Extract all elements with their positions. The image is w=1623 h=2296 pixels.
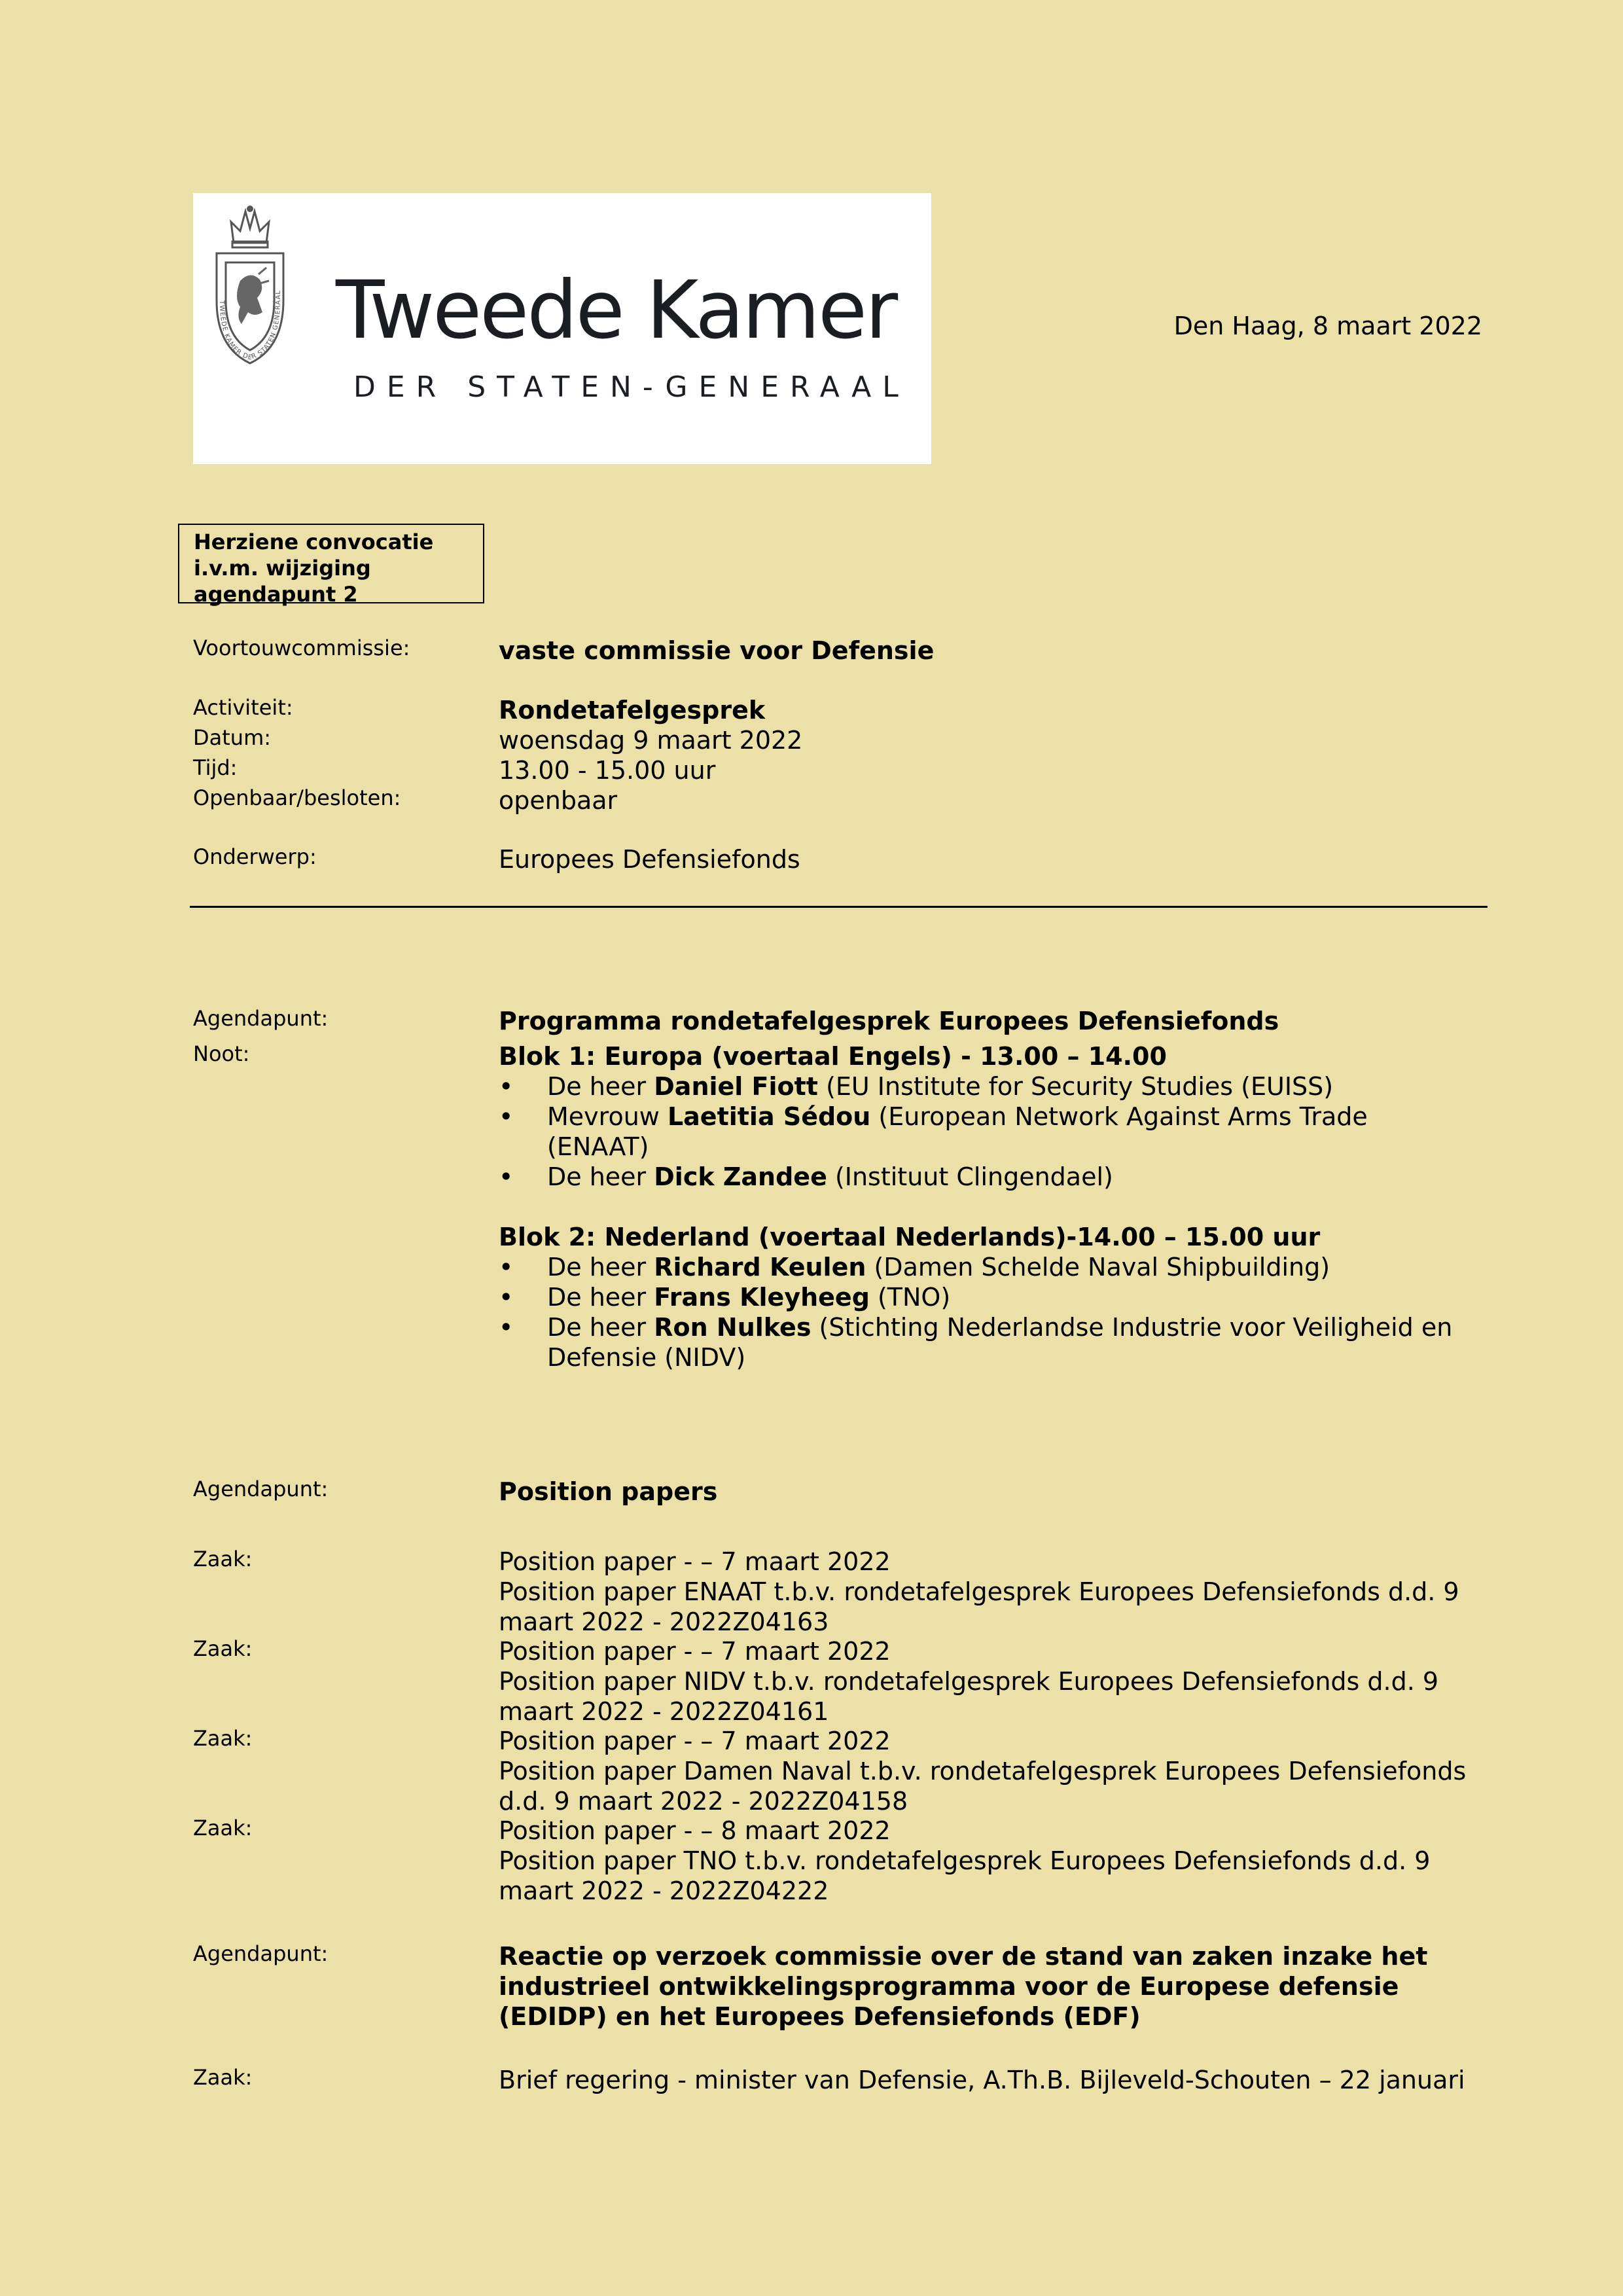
list-item bbox=[499, 1162, 1461, 1192]
case-line: Position paper - – 8 maart 2022 bbox=[499, 1816, 891, 1845]
committee-value: vaste commissie voor Defensie bbox=[499, 636, 935, 665]
case-item bbox=[499, 1636, 1467, 1727]
time-value: 13.00 - 15.00 uur bbox=[499, 756, 716, 785]
case-line: Position paper - – 7 maart 2022 bbox=[499, 1637, 891, 1666]
note-label: Noot: bbox=[193, 1041, 250, 1066]
agenda-title: Reactie op verzoek commissie over de stand van zaken inzake het industrieel ontwikkelingsprogramma voor de Europese defensie (EDIDP) en het Europees Defensiefonds (EDF) bbox=[499, 1942, 1428, 2031]
date-value: woensdag 9 maart 2022 bbox=[499, 726, 803, 755]
public-value: openbaar bbox=[499, 786, 618, 815]
logo-subtitle: DER STATEN-GENERAAL bbox=[353, 370, 910, 404]
speaker-org: (TNO) bbox=[869, 1283, 951, 1312]
agenda-title: Position papers bbox=[499, 1477, 718, 1506]
agenda-label: Agendapunt: bbox=[193, 1941, 329, 1966]
bullet: • bbox=[499, 1102, 514, 1131]
speaker-name: Daniel Fiott bbox=[654, 1072, 818, 1101]
speaker-name: Richard Keulen bbox=[654, 1253, 866, 1282]
bullet: • bbox=[499, 1313, 514, 1342]
subject-label: Onderwerp: bbox=[193, 844, 317, 869]
date-label: Datum: bbox=[193, 725, 272, 750]
list-item bbox=[499, 1102, 1461, 1162]
list-item bbox=[499, 1071, 1461, 1102]
speaker-org: (Damen Schelde Naval Shipbuilding) bbox=[866, 1253, 1330, 1282]
revised-notice-line: i.v.m. wijziging bbox=[194, 556, 371, 581]
list-item bbox=[499, 1282, 1461, 1312]
case-line: Brief regering - minister van Defensie, A.Th.B. Bijleveld-Schouten – 22 januari bbox=[499, 2066, 1465, 2094]
activity-label: Activiteit: bbox=[193, 695, 293, 720]
block2-title: Blok 2: Nederland (voertaal Nederlands)-14.00 – 15.00 uur bbox=[499, 1223, 1321, 1251]
list-item bbox=[499, 1252, 1461, 1282]
zaak-label: Zaak: bbox=[193, 2065, 253, 2090]
speaker-title: De heer bbox=[547, 1313, 654, 1342]
bullet: • bbox=[499, 1072, 514, 1101]
speaker-org: (EU Institute for Security Studies (EUISS) bbox=[817, 1072, 1334, 1101]
agenda-label: Agendapunt: bbox=[193, 1477, 329, 1501]
agenda-label: Agendapunt: bbox=[193, 1006, 329, 1031]
agenda-title: Programma rondetafelgesprek Europees Defensiefonds bbox=[499, 1007, 1279, 1035]
revised-notice-line: agendapunt 2 bbox=[194, 582, 358, 607]
block1-list bbox=[499, 1071, 1461, 1192]
case-line: Position paper Damen Naval t.b.v. rondetafelgesprek Europees Defensiefonds d.d. 9 maart 2022 - 2022Z04158 bbox=[499, 1757, 1467, 1816]
crest-icon bbox=[211, 202, 289, 368]
zaak-label: Zaak: bbox=[193, 1726, 253, 1751]
case-line: Position paper TNO t.b.v. rondetafelgesprek Europees Defensiefonds d.d. 9 maart 2022 - 2022Z04222 bbox=[499, 1846, 1431, 1905]
case-item bbox=[499, 1816, 1467, 1906]
case-line: Position paper ENAAT t.b.v. rondetafelgesprek Europees Defensiefonds d.d. 9 maart 2022 - 2022Z04163 bbox=[499, 1577, 1459, 1636]
divider bbox=[190, 906, 1488, 908]
subject-value: Europees Defensiefonds bbox=[499, 845, 800, 874]
crest-text: TWEEDE KAMER DER STATEN GENERAAL bbox=[217, 290, 283, 362]
speaker-title: De heer bbox=[547, 1253, 654, 1282]
speaker-title: De heer bbox=[547, 1283, 654, 1312]
speaker-org: (Stichting Nederlandse Industrie voor Veiligheid en Defensie (NIDV) bbox=[547, 1313, 1453, 1372]
speaker-name: Dick Zandee bbox=[654, 1162, 827, 1191]
case-line: Position paper - – 7 maart 2022 bbox=[499, 1727, 891, 1755]
speaker-org: (Instituut Clingendael) bbox=[827, 1162, 1113, 1191]
zaak-label: Zaak: bbox=[193, 1636, 253, 1661]
bullet: • bbox=[499, 1253, 514, 1282]
speaker-org: (European Network Against Arms Trade (ENAAT) bbox=[547, 1102, 1368, 1161]
block2-list bbox=[499, 1252, 1461, 1372]
note-program bbox=[499, 1041, 1461, 1372]
activity-value: Rondetafelgesprek bbox=[499, 696, 766, 725]
list-item bbox=[499, 1312, 1461, 1372]
speaker-name: Laetitia Sédou bbox=[667, 1102, 871, 1131]
speaker-title: Mevrouw bbox=[547, 1102, 668, 1131]
tweede-kamer-logo bbox=[193, 193, 931, 464]
speaker-title: De heer bbox=[547, 1162, 654, 1191]
zaak-label: Zaak: bbox=[193, 1816, 253, 1840]
document-date: Den Haag, 8 maart 2022 bbox=[1173, 312, 1482, 340]
revised-notice-line: Herziene convocatie bbox=[194, 529, 434, 554]
time-label: Tijd: bbox=[193, 755, 238, 780]
speaker-name: Frans Kleyheeg bbox=[654, 1283, 870, 1312]
bullet: • bbox=[499, 1283, 514, 1312]
committee-label: Voortouwcommissie: bbox=[193, 636, 410, 660]
revised-notice bbox=[178, 524, 484, 607]
case-line: Position paper NIDV t.b.v. rondetafelgesprek Europees Defensiefonds d.d. 9 maart 2022 - 2022Z04161 bbox=[499, 1667, 1439, 1726]
speaker-title: De heer bbox=[547, 1072, 654, 1101]
block1-title: Blok 1: Europa (voertaal Engels) - 13.00 – 14.00 bbox=[499, 1042, 1167, 1071]
case-item bbox=[499, 1547, 1467, 1637]
speaker-name: Ron Nulkes bbox=[654, 1313, 812, 1342]
case-item bbox=[499, 1726, 1467, 1816]
public-label: Openbaar/besloten: bbox=[193, 785, 401, 810]
logo-name: Tweede Kamer bbox=[336, 264, 897, 357]
case-line: Position paper - – 7 maart 2022 bbox=[499, 1547, 891, 1576]
bullet: • bbox=[499, 1162, 514, 1191]
zaak-label: Zaak: bbox=[193, 1547, 253, 1571]
